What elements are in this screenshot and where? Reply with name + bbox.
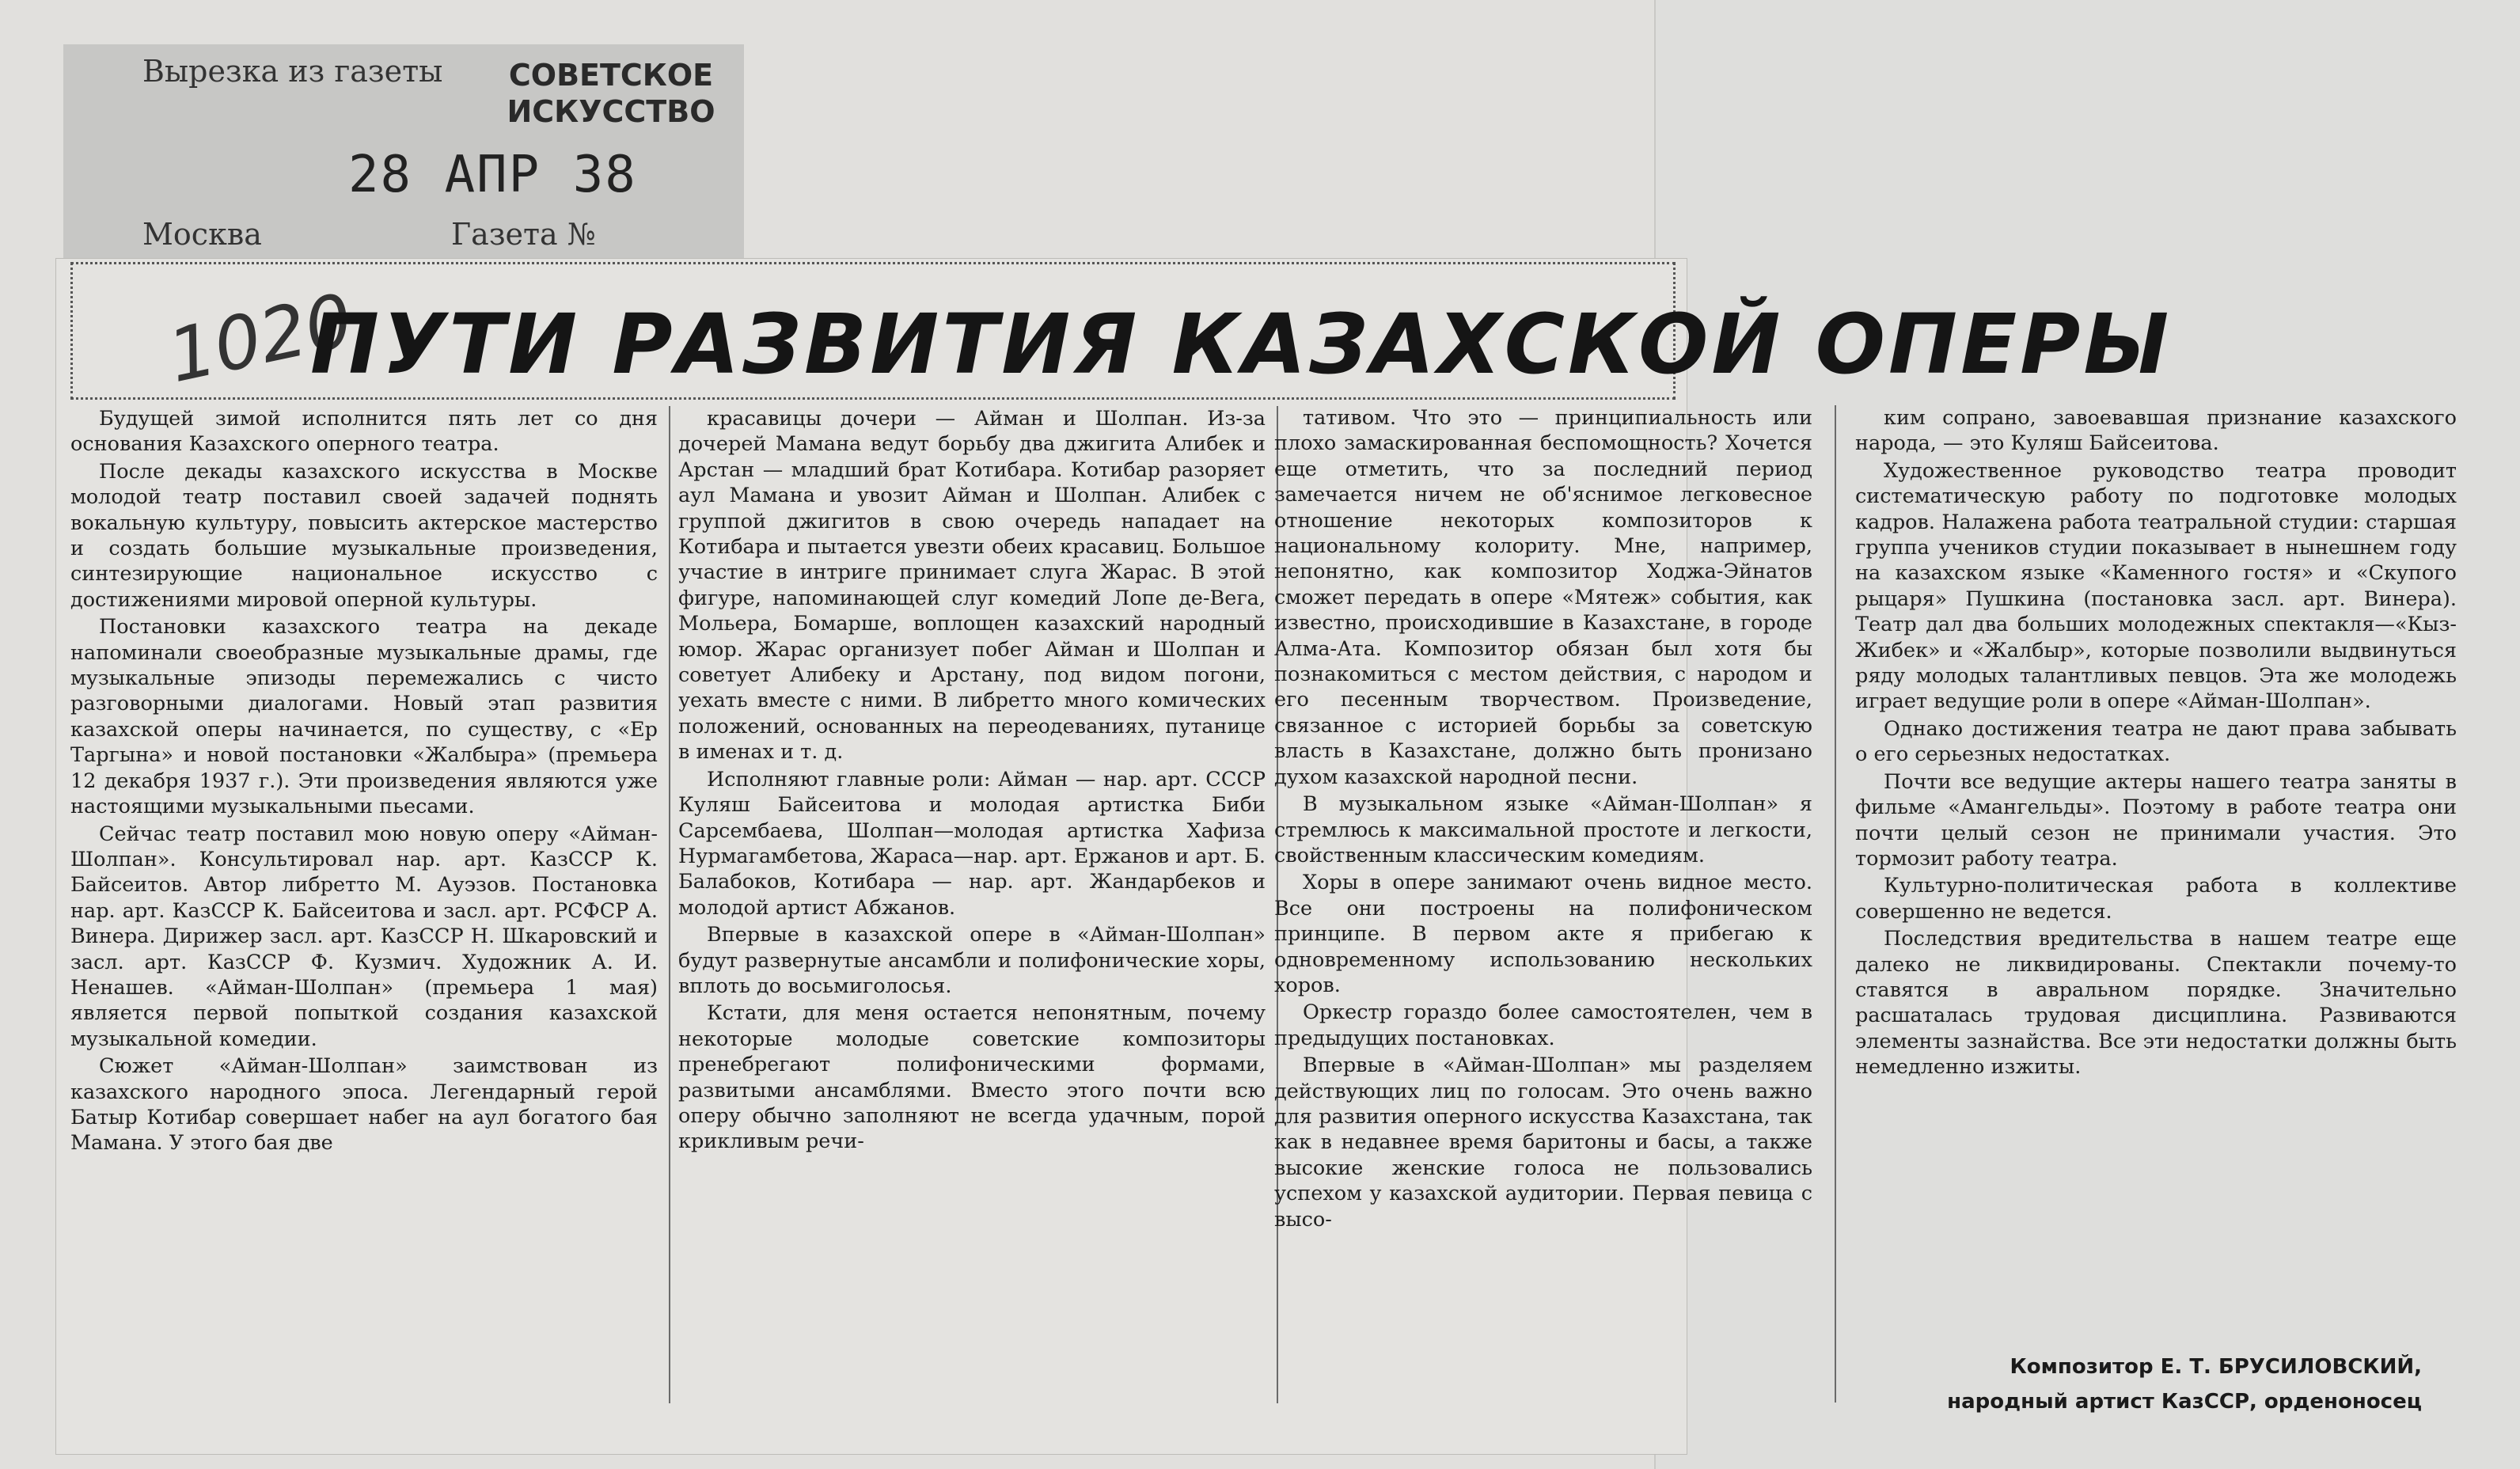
handwritten-number: 1020	[161, 277, 360, 400]
article-headline: ПУТИ РАЗВИТИЯ КАЗАХСКОЙ ОПЕРЫ	[310, 296, 2173, 393]
author-title: народный артист КазССР, орденоносец	[1947, 1390, 2422, 1414]
article-column-2	[678, 406, 1266, 1156]
paragraph: Впервые в «Айман-Шолпан» мы разделяем действующих лиц по голосам. Это очень важно для развития оперного искусства Казахстана, так как в недавнее время баритоны и басы, а также высокие женские голоса не пользовались успехом у казахской аудитории. Первая певица с высо-	[1274, 1053, 1812, 1232]
date-stamp: 28 АПР 38	[348, 146, 637, 204]
paragraph: Однако достижения театра не дают права забывать о его серьезных недостатках.	[1855, 716, 2457, 767]
article-column-3	[1274, 405, 1812, 1234]
paragraph: После декады казахского искусства в Москве молодой театр поставил своей задачей поднять вокальную культуру, повысить актерское мастерство и создать большие музыкальные произведения, синтезирующие национальное искусство с достижениями мировой оперной культуры.	[70, 459, 658, 612]
headline-frame	[70, 262, 2173, 400]
article-column-4	[1855, 405, 2457, 1082]
paragraph: Почти все ведущие актеры нашего театра заняты в фильме «Амангельды». Поэтому в работе театра они почти целый сезон не принимали участия. Это тормозит работу театра.	[1855, 769, 2457, 871]
newspaper-name: СОВЕТСКОЕ ИСКУССТВО	[507, 58, 715, 129]
article-column-1	[70, 406, 658, 1158]
paragraph: красавицы дочери — Айман и Шолпан. Из-за дочерей Мамана ведут борьбу два джигита Алибек и Арстан — младший брат Котибара. Котибар разоряет аул Мамана и увозит Айман и Шолпан. Алибек с группой джигитов в свою очередь нападает на Котибара и пытается увезти обеих красавиц. Большое участие в интриге принимает слуга Жарас. В этой фигуре, напоминающей слуг комедий Лопе де-Вега, Мольера, Бомарше, воплощен казахский народный юмор. Жарас организует побег Айман и Шолпан и советует Алибеку и Арстану, под видом погони, уехать вместе с ними. В либретто много комических положений, основанных на переодеваниях, путанице в именах и т. д.	[678, 407, 1266, 765]
city-label: Москва	[142, 217, 262, 252]
gazeta-number-label: Газета №	[451, 217, 596, 252]
paragraph: Последствия вредительства в нашем театре еще далеко не ликвидированы. Спектакли почему-то ставятся в авральном порядке. Значительно расшаталась трудовая дисциплина. Развиваются элементы зазнайства. Все эти недостатки должны быть немедленно изжиты.	[1855, 927, 2457, 1080]
paragraph: Будущей зимой исполнится пять лет со дня основания Казахского оперного театра.	[70, 407, 658, 457]
paragraph: Сюжет «Айман-Шолпан» заимствован из казахского народного эпоса. Легендарный герой Батыр Котибар совершает набег на аул богатого бая Мамана. У этого бая две	[70, 1054, 658, 1156]
paragraph: Кстати, для меня остается непонятным, почему некоторые молодые советские композиторы пренебрегают полифоническими формами, развитыми ансамблями. Вместо этого почти всю оперу обычно заполняют не всегда удачным, порой крикливым речи-	[678, 1001, 1266, 1154]
column-divider	[1835, 405, 1836, 1403]
author-signature: Композитор Е. Т. БРУСИЛОВСКИЙ,	[2010, 1355, 2422, 1379]
paragraph: ким сопрано, завоевавшая признание казахского народа, — это Куляш Байсеитова.	[1855, 406, 2457, 456]
paragraph: тативом. Что это — принципиальность или плохо замаскированная беспомощность? Хочется еще отметить, что за последний период замечается ничем не об'яснимое легковесное отношение некоторых композиторов к национальному колориту. Мне, например, непонятно, как композитор Ходжа-Эйнатов сможет передать в опере «Мятеж» события, как известно, происходившие в Казахстане, в городе Алма-Ата. Композитор обязан был хотя бы познакомиться с местом действия, с народом и его песенным творчеством. Произведение, связанное с историей борьбы за советскую власть в Казахстане, должно быть пронизано духом казахской народной песни.	[1274, 406, 1812, 789]
paragraph: Хоры в опере занимают очень видное место. Все они построены на полифоническом принципе. В первом акте я прибегаю к одновременному использованию нескольких хоров.	[1274, 871, 1812, 997]
paragraph: В музыкальном языке «Айман-Шолпан» я стремлюсь к максимальной простоте и легкости, свойственным классическим комедиям.	[1274, 792, 1812, 867]
paragraph: Исполняют главные роли: Айман — нар. арт. СССР Куляш Байсеитова и молодая артистка Биби Сарсембаева, Шолпан—молодая артистка Хафиза Нурмагамбетова, Жараса—нар. арт. Ержанов и арт. Б. Балабоков, Котибара — нар. арт. Жандарбеков и молодой артист Абжанов.	[678, 767, 1266, 920]
paragraph: Постановки казахского театра на декаде напоминали своеобразные музыкальные драмы, где музыкальные эпизоды перемежались с чисто разговорными диалогами. Новый этап развития казахской оперы начинается, по существу, с «Ер Таргына» и новой постановки «Жалбыра» (премьера 12 декабря 1937 г.). Эти произведения являются уже настоящими музыкальными пьесами.	[70, 615, 658, 819]
paragraph: Культурно-политическая работа в коллективе совершенно не ведется.	[1855, 874, 2457, 924]
column-divider	[669, 406, 670, 1403]
label-prefix: Вырезка из газеты	[142, 54, 443, 89]
paragraph: Впервые в казахской опере в «Айман-Шолпан» будут развернутые ансамбли и полифонические хоры, вплоть до восьмиголосья.	[678, 923, 1266, 998]
paragraph: Художественное руководство театра проводит систематическую работу по подготовке молодых кадров. Налажена работа театральной студии: старшая группа учеников студии показывает в нынешнем году на казахском языке «Каменного гостя» и «Скупого рыцаря» Пушкина (постановка засл. арт. Винера). Театр дал два больших молодежных спектакля—«Кыз-Жибек» и «Жалбыр», которые позволили выдвинуться ряду молодых талантливых певцов. Эта же молодежь играет ведущие роли в опере «Айман-Шолпан».	[1855, 458, 2457, 714]
clipping-label	[63, 44, 744, 268]
paragraph: Оркестр гораздо более самостоятелен, чем в предыдущих постановках.	[1274, 1000, 1812, 1050]
paragraph: Сейчас театр поставил мою новую оперу «Айман-Шолпан». Консультировал нар. арт. КазССР К. Байсеитов. Автор либретто М. Ауэзов. Постановка нар. арт. КазССР К. Байсеитова и засл. арт. РСФСР А. Винера. Дирижер засл. арт. КазССР Н. Шкаровский и засл. арт. КазССР Ф. Кузмич. Художник А. И. Ненашев. «Айман-Шолпан» (премьера 1 мая) является первой попыткой создания казахской музыкальной комедии.	[70, 822, 658, 1051]
